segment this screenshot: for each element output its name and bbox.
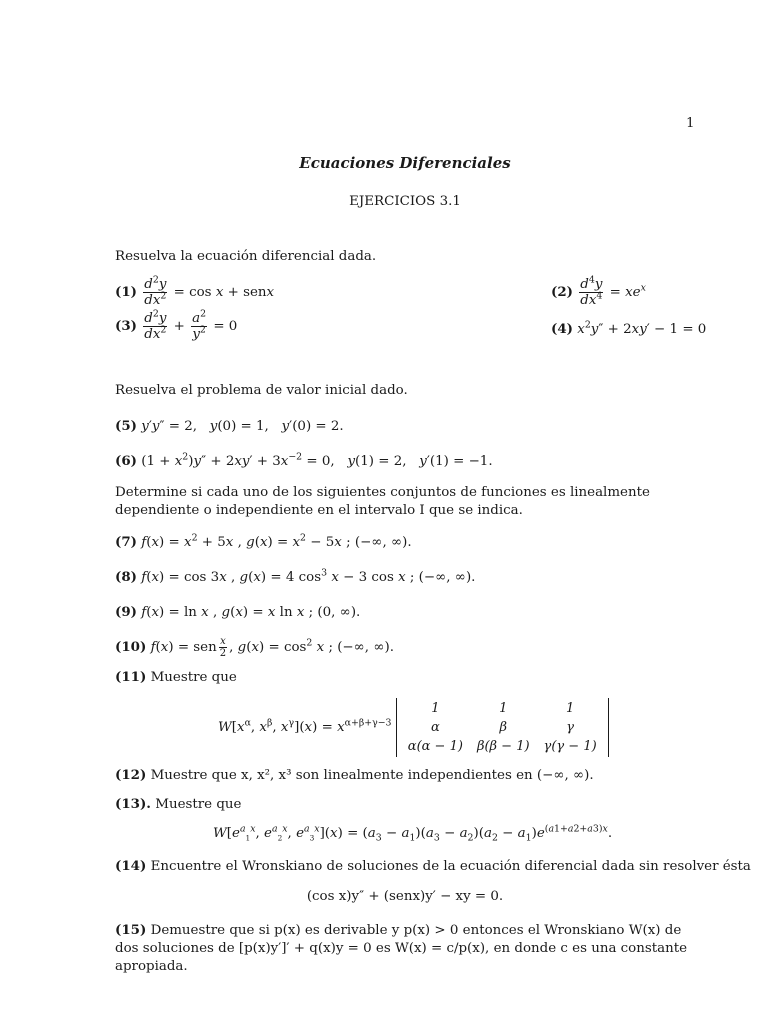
wronskian-formula-11: $W[x^\alpha$, $x^\beta$, $x^\gamma](x) = x^{\alpha+\beta+\gamma-3}$ 1 1 1 α β γ α(α − 1) β(β − 1) γ(γ − 1) — [218, 698, 609, 757]
page-number: 1 — [686, 116, 695, 131]
problem-label: (6) — [115, 453, 137, 469]
problem-label: (1) — [115, 284, 137, 300]
problem-label: (4) — [551, 321, 573, 337]
problem-4: (4) $x^2y'' + 2xy' - 1 = 0$ — [551, 319, 707, 337]
wronskian-formula-13: $W[e^a_1^x$, $e^a_2^x$, $e^a_3^x](x) = (a_3 - a_1)(a_3 - a_2)(a_2 - a_1)e^{(a1+a2+a3)x}$. — [213, 823, 613, 844]
problem-7: (7) $f(x) = x^2 + 5x$ , $g(x) = x^2 - 5x$ ; (−∞, ∞). — [115, 532, 412, 550]
problem-10: (10) f(x) = sen $\frac{x}{2}$ , $g(x) = \cos^2 x$ ; (−∞, ∞). — [115, 636, 394, 659]
problem-11-text: Muestre que — [150, 670, 237, 685]
problem-label: (2) — [551, 284, 573, 300]
section-instruction-1: Resuelva la ecuación diferencial dada. — [115, 249, 377, 264]
determinant-matrix: 1 1 1 α β γ α(α − 1) β(β − 1) γ(γ − 1) — [396, 698, 609, 757]
problem-label: (10) — [115, 639, 147, 655]
problem-14-equation: (cos x)y″ + (senx)y′ − xy = 0. — [306, 889, 504, 904]
problem-13-text: Muestre que — [155, 797, 242, 812]
problem-5: (5) y′y″ = 2, y(0) = 1, y′(0) = 2. — [115, 418, 344, 434]
problem-15-text: Demuestre que si p(x) es derivable y p(x) > 0 entonces el Wronskiano W(x) de dos soluciones de [p(x)y′]′ + q(x)y = 0 es W(x) = c/p(x), en donde c es una constante apropiada. — [115, 923, 688, 974]
problem-9: (9) f(x) = ln x , g(x) = x ln x ; (0, ∞). — [115, 604, 361, 620]
problem-1: (1) $\frac{d^2y}{dx^2}$ = cos x + senx — [115, 274, 275, 308]
problem-13 — [115, 796, 241, 812]
problem-3: (3) $\frac{d^2y}{dx^2}$ + $\frac{a^2}{y^2}$ = 0 — [115, 308, 238, 342]
problem-label: (13). — [115, 796, 151, 812]
problem-label: (3) — [115, 318, 137, 334]
problem-11 — [115, 669, 237, 685]
problem-label: (5) — [115, 418, 137, 434]
problem-label: (8) — [115, 569, 137, 585]
problem-label: (14) — [115, 858, 147, 874]
problem-8: (8) f(x) = cos 3x , g(x) = 4 $\cos^3 x - 3$ cos x ; (−∞, ∞). — [115, 567, 476, 585]
problem-label: (11) — [115, 669, 147, 685]
problem-6: (6) $(1 + x^2)y'' + 2xy' + 3x^{-2} = 0$, y(1) = 2, y′(1) = −1. — [115, 451, 493, 469]
problem-12-text: Muestre que x, x², x³ son linealmente independientes en (−∞, ∞). — [150, 768, 594, 783]
problem-14 — [115, 858, 751, 874]
problem-label: (7) — [115, 534, 137, 550]
problem-label: (9) — [115, 604, 137, 620]
document-title: Ecuaciones Diferenciales — [299, 154, 511, 172]
problem-15 — [115, 921, 700, 976]
problem-12 — [115, 767, 594, 783]
problem-14-text: Encuentre el Wronskiano de soluciones de la ecuación diferencial dada sin resolver ésta — [150, 859, 751, 874]
section-instruction-3: Determine si cada uno de los siguientes conjuntos de funciones es linealmente dependiente o independiente en el intervalo I que se indica. — [115, 485, 650, 518]
section-instruction-2: Resuelva el problema de valor inicial dado. — [115, 383, 408, 398]
problem-2: (2) $\frac{d^4y}{dx^4}$ = $xe^x$ — [551, 274, 646, 308]
problem-label: (15) — [115, 922, 147, 938]
document-subtitle: EJERCICIOS 3.1 — [349, 194, 461, 209]
problem-label: (12) — [115, 767, 147, 783]
